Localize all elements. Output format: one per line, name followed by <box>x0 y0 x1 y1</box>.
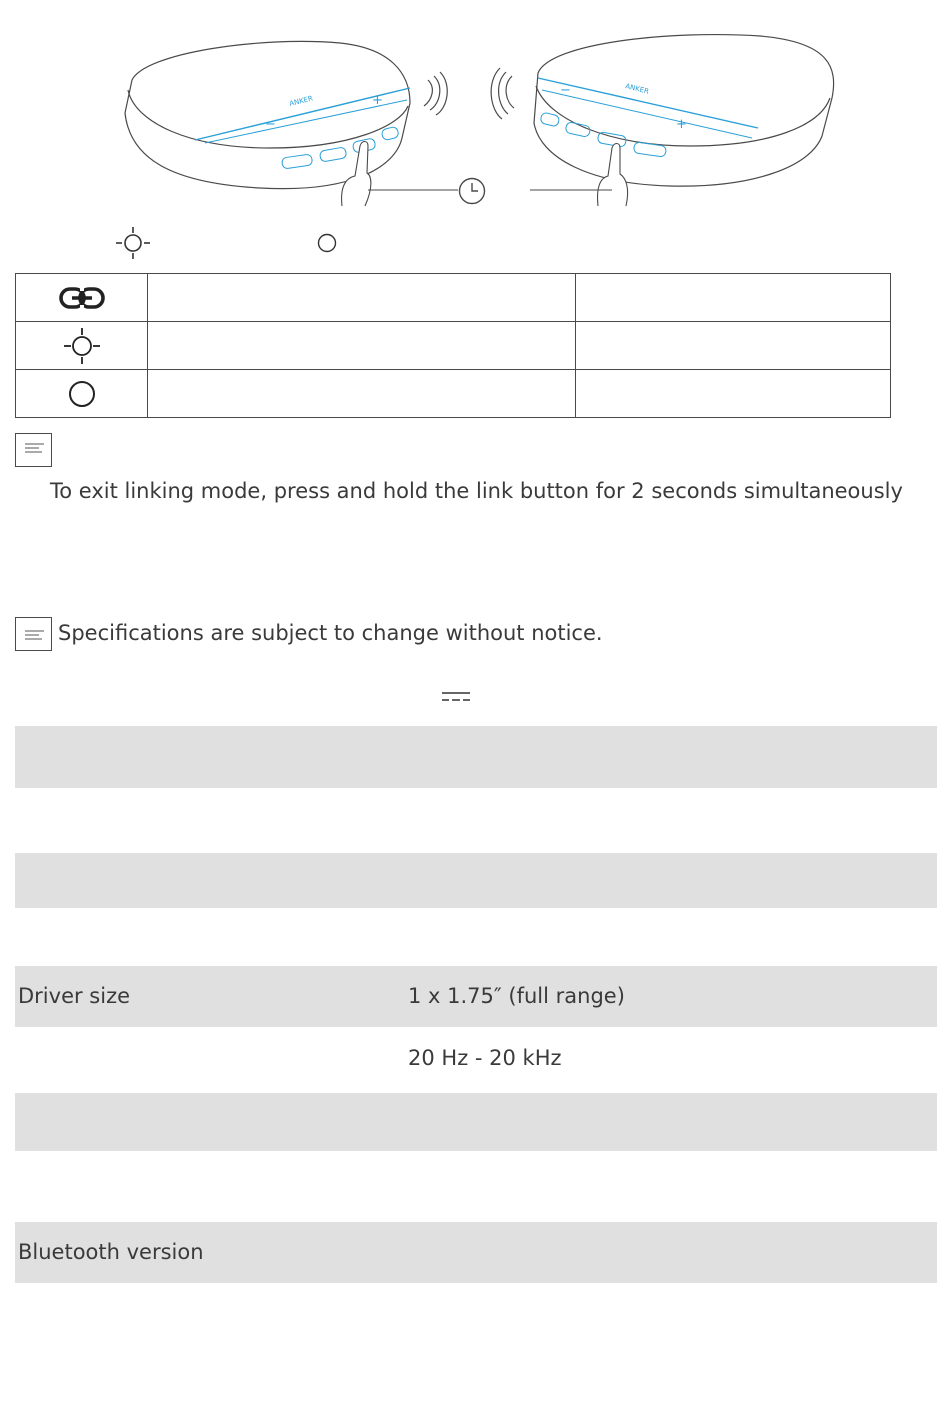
brand-label-right: ANKER <box>624 82 650 96</box>
table-row <box>15 1222 937 1283</box>
table-cell <box>16 322 148 370</box>
table-row <box>15 853 937 908</box>
table-cell <box>576 370 891 418</box>
link-icon <box>58 285 106 311</box>
solid-light-icon <box>67 379 97 409</box>
timer-icon <box>457 176 487 206</box>
note-icon <box>15 617 52 651</box>
table-row <box>15 966 937 1027</box>
table-cell <box>148 274 576 322</box>
table-cell <box>148 370 576 418</box>
led-status-table <box>15 273 891 418</box>
table-row <box>15 788 937 853</box>
table-row <box>16 322 891 370</box>
svg-text:+: + <box>676 117 687 132</box>
table-cell <box>16 370 148 418</box>
table-row <box>15 1027 937 1093</box>
dc-symbol-icon <box>441 690 471 704</box>
flashing-light-icon <box>62 327 102 365</box>
exit-linking-note: To exit linking mode, press and hold the link button for 2 seconds simultaneously <box>50 479 903 503</box>
table-cell <box>148 322 576 370</box>
svg-text:−: − <box>265 117 276 132</box>
svg-text:+: + <box>372 93 383 108</box>
svg-text:−: − <box>560 83 571 98</box>
spec-label: Bluetooth version <box>18 1240 204 1264</box>
table-row <box>15 908 937 966</box>
table-row <box>16 274 891 322</box>
note-icon <box>15 433 52 467</box>
specs-note: Specifications are subject to change without notice. <box>58 621 603 645</box>
solid-light-icon <box>316 232 338 254</box>
flashing-light-icon <box>115 226 151 260</box>
table-row <box>15 1151 937 1222</box>
brand-label-left: ANKER <box>288 94 314 108</box>
table-cell <box>576 274 891 322</box>
table-row <box>16 370 891 418</box>
table-cell <box>576 322 891 370</box>
table-cell <box>16 274 148 322</box>
spec-label: Driver size <box>18 984 131 1008</box>
spec-value: 20 Hz - 20 kHz <box>408 1046 562 1070</box>
spec-value: 1 x 1.75″ (full range) <box>408 984 625 1008</box>
table-row <box>15 726 937 788</box>
table-row <box>15 1093 937 1151</box>
